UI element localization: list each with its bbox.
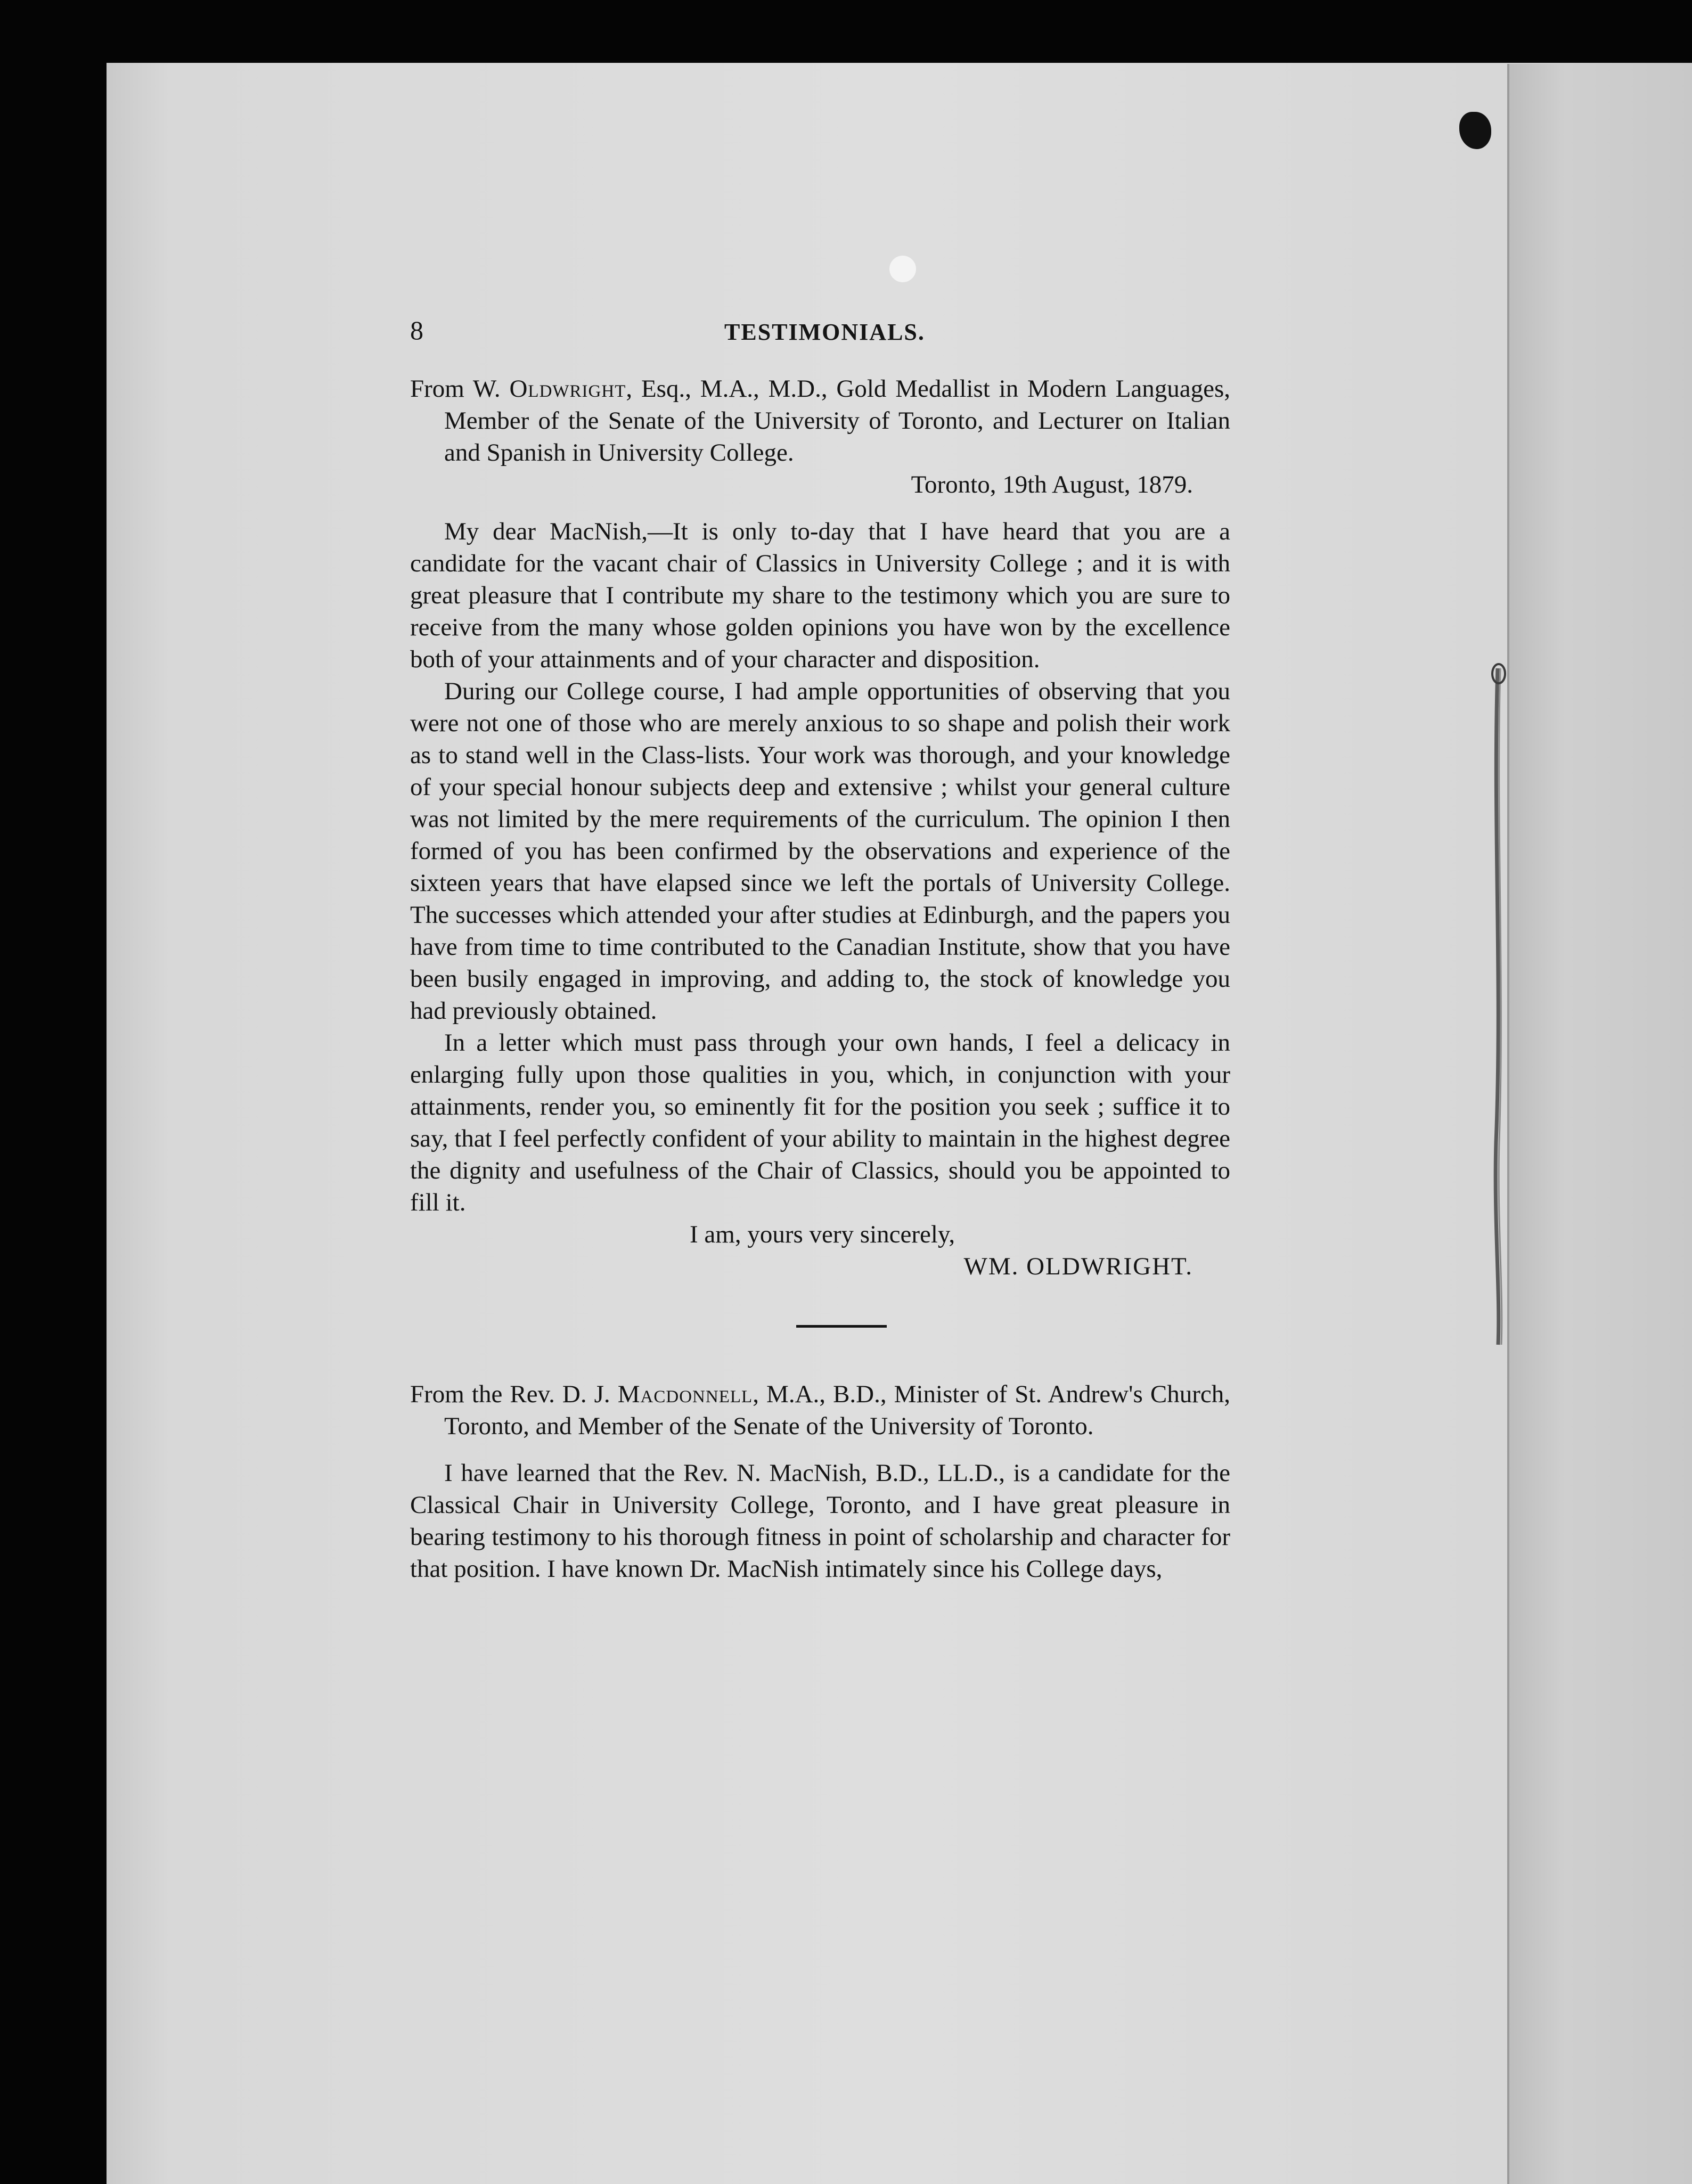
letter1-heading [410, 373, 1230, 469]
letter2-paragraph-1: I have learned that the Rev. N. MacNish, B.D., LL.D., is a candidate for the Classical Chair in University College, Toronto, and I have great pleasure in bearing testimony to his thorough fitness in point of scholarship and character for that position. I have known Dr. MacNish intimately since his College days, [410, 1459, 1230, 1583]
letter2-heading [410, 1378, 1230, 1442]
letter1-dateline: Toronto, 19th August, 1879. [911, 471, 1193, 498]
letter2-heading-prefix: From the Rev. D. J. [410, 1380, 618, 1408]
letter1-paragraph-3: In a letter which must pass through your own hands, I feel a delicacy in enlarging fully upon those qualities in you, which, in conjunction with your attainments, render you, so eminently fit for the position you seek ; suffice it to say, that I feel perfectly confident of your ability to maintain in the highest degree the dignity and usefulness of the Chair of Classics, should you be appointed to fill it. [410, 1029, 1230, 1216]
letter2-author-name: Macdonnell [617, 1380, 753, 1408]
letter1-heading-prefix: From W. [410, 375, 510, 403]
letter2-heading-rest: , M.A., B.D., Minister of St. Andrew's Church, Toronto, and Member of the Senate of the University of Toronto. [444, 1380, 1230, 1440]
binding-thread [1489, 663, 1507, 1350]
letter1-paragraph-1: My dear MacNish,—It is only to-day that I have heard that you are a candidate for the vacant chair of Classics in University College ; and it is with great pleasure that I contribute my share to the testimony which you are sure to receive from the many whose golden opinions you have won by the excellence both of your attainments and of your character and disposition. [410, 518, 1230, 673]
paper-blemish [889, 256, 916, 282]
running-head-title: TESTIMONIALS. [724, 319, 925, 345]
page-text [410, 314, 1230, 1585]
letter1-paragraph-2: During our College course, I had ample opportunities of observing that you were not one of those who are merely anxious to so shape and polish their work as to stand well in the Class-lists. Your work was thorough, and your knowledge of your special honour subjects deep and extensive ; whilst your general culture was not limited by the mere requirements of the curriculum. The opinion I then formed of you has been confirmed by the observations and experience of the sixteen years that have elapsed since we left the portals of University College. The successes which attended your after studies at Edinburgh, and the papers you have from time to time contributed to the Canadian Institute, show that you have been busily engaged in improving, and adding to, the stock of knowledge you had previously obtained. [410, 677, 1230, 1025]
letter1-signature: WM. OLDWRIGHT. [963, 1253, 1193, 1280]
letter1-closing: I am, yours very sincerely, [690, 1221, 955, 1248]
next-page-edge [1507, 64, 1692, 2184]
running-header [410, 314, 1230, 351]
letter1-author-name: Oldwright [509, 375, 626, 403]
letter1-heading-rest: , Esq., M.A., M.D., Gold Medallist in Modern Languages, Member of the Senate of the University of Toronto, and Lecturer on Italian and Spanish in University College. [444, 375, 1230, 467]
section-divider [796, 1325, 887, 1328]
page-number: 8 [410, 315, 423, 345]
